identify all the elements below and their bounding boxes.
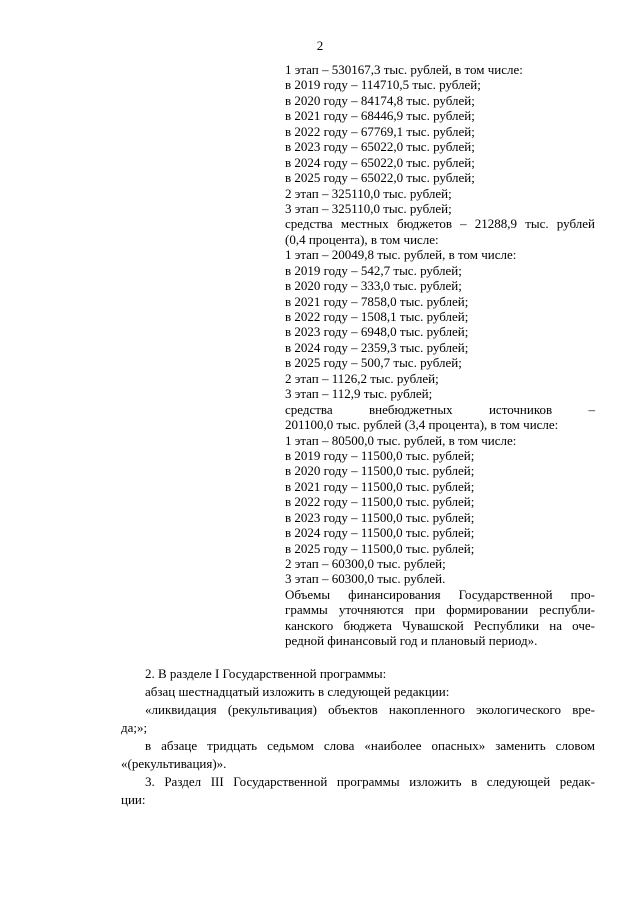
funding-line: в 2021 году – 11500,0 тыс. рублей;	[285, 478, 475, 494]
funding-line: редной финансовый год и плановый период».	[285, 633, 538, 649]
funding-line: в 2020 году – 84174,8 тыс. рублей;	[285, 92, 475, 108]
funding-line: в 2019 году – 114710,5 тыс. рублей;	[285, 77, 481, 93]
body-line: «(рекультивация)».	[121, 756, 227, 771]
body-line: 3. Раздел III Государственной программы изложить в следующей редак-	[145, 774, 595, 789]
funding-line: в 2022 году – 67769,1 тыс. рублей;	[285, 123, 475, 139]
body-paragraph	[124, 683, 595, 701]
body-line: ции:	[121, 792, 146, 807]
funding-line: 1 этап – 530167,3 тыс. рублей, в том числе:	[285, 62, 523, 77]
funding-line: 3 этап – 60300,0 тыс. рублей.	[285, 571, 446, 587]
body-line: абзац шестнадцатый изложить в следующей редакции:	[145, 684, 450, 699]
funding-section	[285, 62, 595, 649]
funding-line: 2 этап – 60300,0 тыс. рублей;	[285, 556, 446, 571]
funding-line: в 2024 году – 2359,3 тыс. рублей;	[285, 339, 469, 355]
page-number: 2	[316, 38, 324, 53]
funding-line: граммы уточняются при формировании республи-	[285, 602, 595, 618]
funding-line: 1 этап – 20049,8 тыс. рублей, в том числе:	[285, 247, 517, 263]
funding-line: в 2023 году – 11500,0 тыс. рублей;	[285, 509, 475, 525]
funding-line: средства внебюджетных источников –	[285, 401, 595, 417]
funding-line: Объемы финансирования Государственной про-	[285, 586, 595, 602]
body-line: 2. В разделе I Государственной программы:	[145, 666, 387, 681]
funding-line: средства местных бюджетов – 21288,9 тыс. рублей	[285, 216, 595, 232]
funding-line: (0,4 процента), в том числе:	[285, 231, 439, 247]
funding-line: в 2023 году – 65022,0 тыс. рублей;	[285, 139, 475, 155]
funding-line: в 2025 году – 65022,0 тыс. рублей;	[285, 170, 475, 186]
funding-line: 201100,0 тыс. рублей (3,4 процента), в том числе:	[285, 417, 559, 433]
funding-line: в 2023 году – 6948,0 тыс. рублей;	[285, 324, 469, 340]
funding-line: в 2020 году – 333,0 тыс. рублей;	[285, 278, 462, 294]
funding-line: в 2019 году – 542,7 тыс. рублей;	[285, 262, 462, 278]
funding-line: 2 этап – 1126,2 тыс. рублей;	[285, 370, 439, 386]
funding-line: 2 этап – 325110,0 тыс. рублей;	[285, 185, 452, 201]
funding-line: канского бюджета Чувашской Республики на оче-	[285, 617, 595, 633]
funding-line: 3 этап – 325110,0 тыс. рублей;	[285, 200, 452, 216]
funding-line: в 2022 году – 11500,0 тыс. рублей;	[285, 494, 475, 510]
funding-line: в 2025 году – 500,7 тыс. рублей;	[285, 355, 462, 371]
funding-line: в 2024 году – 11500,0 тыс. рублей;	[285, 525, 475, 541]
funding-line: в 2021 году – 7858,0 тыс. рублей;	[285, 293, 469, 309]
funding-line: в 2024 году – 65022,0 тыс. рублей;	[285, 154, 475, 170]
funding-line: в 2021 году – 68446,9 тыс. рублей;	[285, 108, 475, 124]
body-line: да;»;	[121, 720, 148, 735]
body-paragraph	[121, 701, 595, 737]
body-line: в абзаце тридцать седьмом слова «наиболее опасных» заменить словом	[145, 738, 595, 753]
body-paragraph	[124, 665, 595, 683]
funding-line: в 2020 году – 11500,0 тыс. рублей;	[285, 463, 475, 479]
funding-line: 1 этап – 80500,0 тыс. рублей, в том числе:	[285, 432, 517, 448]
amendments-section	[121, 665, 595, 809]
body-line: «ликвидация (рекультивация) объектов накопленного экологического вре-	[145, 702, 595, 717]
funding-line: в 2019 году – 11500,0 тыс. рублей;	[285, 447, 475, 463]
body-paragraph	[121, 737, 595, 773]
funding-line: в 2022 году – 1508,1 тыс. рублей;	[285, 309, 469, 324]
funding-line: 3 этап – 112,9 тыс. рублей;	[285, 386, 433, 402]
funding-line: в 2025 году – 11500,0 тыс. рублей;	[285, 540, 475, 556]
body-paragraph	[121, 773, 595, 809]
